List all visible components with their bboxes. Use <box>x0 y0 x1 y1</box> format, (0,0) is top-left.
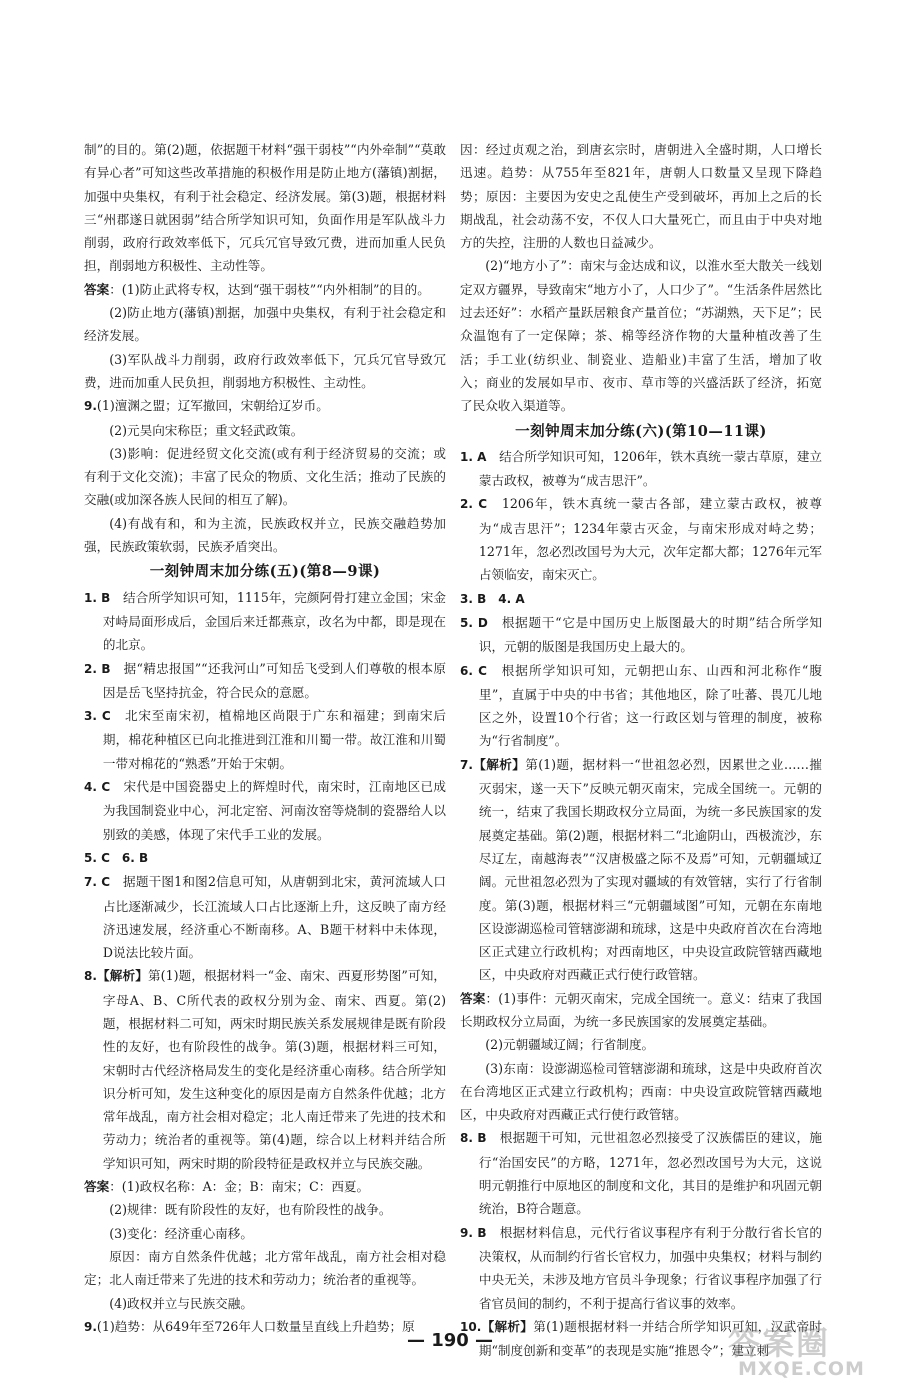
question-text: 据“精忠报国”“还我河山”可知岳飞受到人们尊敬的根本原因是岳飞坚持抗金，符合民众的意愿。 <box>102 660 446 700</box>
question-number: 7. <box>460 757 473 772</box>
answer-subitem: (3)变化：经济重心南移。 <box>109 1225 253 1241</box>
question-item <box>460 611 822 659</box>
question-number: 6. C <box>460 663 487 678</box>
question-text: 根据材料信息，元代行省议事程序有利于分散行省长官的决策权，从而制约行省长官权力，加强中央集权；材料与制约中央无关，未涉及地方官员斗争现象；行省议事程序加强了行省官员间的制约，不利于提高行省议事的效率。 <box>478 1224 823 1311</box>
answer-subitem: (3)东南：设澎湖巡检司管辖澎湖和琉球，这是中央政府首次在台湾地区正式建立行政机构；西南：中央设宣政院管辖西藏地区，中央政府对西藏正式行使行政管辖。 <box>460 1060 822 1123</box>
answer-text: ：(1)防止武将专权，达到“强干弱枝”“内外相制”的目的。 <box>109 281 430 297</box>
left-column <box>84 138 446 1339</box>
question-item <box>460 492 822 586</box>
question-number: 9. <box>84 399 97 414</box>
question-item <box>460 1221 822 1315</box>
page-number: — 190 — <box>406 1330 494 1351</box>
answer-subitem: 原因：南方自然条件优越；北方常年战乱，南方社会相对稳定；北人南迁带来了先进的技术和劳动力；统治者的重视等。 <box>84 1248 446 1288</box>
question-number: 7. C <box>84 875 111 890</box>
answer-subitem: (2)元朝疆域辽阔；行省制度。 <box>485 1037 655 1053</box>
watermark-logo <box>728 1318 886 1382</box>
answer-text: ：(1)事件：元朝灭南宋，完成全国统一。意义：结束了我国长期政权分立局面，为统一多民族国家的发展奠定基础。 <box>460 990 823 1029</box>
question-text: 1206年，铁木真统一蒙古各部，建立蒙古政权，被尊为“成吉思汗”；1234年蒙古灭金，与南宋形成对峙之势；1271年，忽必烈改国号为大元，次年定都大都；1276年元军占领临安，南宋灭亡。 <box>478 496 822 583</box>
question-text: 根据所学知识可知，元朝把山东、山西和河北称作“腹里”，直属于中央的中书省；其他地区，除了吐蕃、畏兀儿地区之外，设置10个行省；这一行政区划与管理的制度，被称为“行省制度”。 <box>478 662 822 749</box>
question-text: 第(1)题，根据材料一“金、南宋、西夏形势图”可知，字母A、B、C所代表的政权分别为金、南宋、西夏。第(2)题，根据材料二可知，两宋时期民族关系发展规律是既有阶段性的友好，也有阶段性的战争。第(3)题，根据材料三可知，宋朝时古代经济格局发生的变化是经济重心南移。结合所学知识分析可知，发生这种变化的原因是南方自然条件优越；北方常年战乱，南方社会相对稳定；北人南迁带来了先进的技术和劳动力；统治者的重视等。第(4)题，综合以上材料并结合所学知识可知，两宋时期的阶段特征是政权并立与民族交融。 <box>102 968 447 1171</box>
question-text: (1)澶渊之盟；辽军撤回，宋朝给辽岁币。 <box>96 398 329 414</box>
question-item <box>460 659 822 753</box>
answer-subitem: (3)影响：促进经贸文化交流(或有利于经济贸易的交流；或有利于文化交流)；丰富了民众的物质、文化生活；推动了民族的交融(或加深各族人民间的相互了解)。 <box>84 445 446 508</box>
question-item <box>460 445 822 493</box>
question-number: 1. B <box>84 590 111 605</box>
question-item <box>84 586 446 657</box>
answer-paragraph <box>460 987 822 1034</box>
answer-subitem: (2)元昊向宋称臣；重文轻武政策。 <box>109 422 304 438</box>
answer-subitem: (4)政权并立与民族交融。 <box>109 1295 253 1311</box>
question-number: 8. <box>84 969 97 984</box>
answer-label: 答案 <box>84 1179 110 1195</box>
answer-subitem: (2)防止地方(藩镇)割据，加强中央集权，有利于社会稳定和经济发展。 <box>84 305 446 344</box>
question-item <box>84 394 446 418</box>
question-item <box>84 775 446 846</box>
question-number: 2. B <box>84 661 111 676</box>
question-number: 3. C <box>84 709 111 724</box>
analysis-tag: 【解析】 <box>481 1318 534 1334</box>
section-heading: 一刻钟周末加分练(六)(第10—11课) <box>515 422 767 440</box>
watermark-line2: MXQE.COM <box>738 1358 865 1380</box>
question-text: (1)趋势：从649年至726年人口数量呈直线上升趋势；原 <box>96 1318 415 1334</box>
analysis-tag: 【解析】 <box>472 756 526 772</box>
question-item <box>460 753 822 987</box>
watermark-line1: 答案圈 <box>728 1324 831 1362</box>
analysis-tag: 【解析】 <box>96 968 148 984</box>
question-text: 根据题干可知，元世祖忽必烈接受了汉族儒臣的建议，施行“治国安民”的方略，1271年，忽必烈改国号为大元，这说明元朝推行中原地区的制度和文化，其目的是维护和巩固元朝统治，B符合题意。 <box>478 1130 823 1217</box>
question-text: 结合所学知识可知，1115年，完颜阿骨打建立金国；宋金对峙局面形成后，金国后来迁都燕京，改名为中都，即是现在的北京。 <box>102 589 446 653</box>
question-item <box>84 704 446 775</box>
body-paragraph: 制”的目的。第(2)题，依据题干材料“强干弱枝”“内外牵制”“莫敢有异心者”可知这些改革措施的积极作用是防止地方(藩镇)割据，加强中央集权，有利于社会稳定、经济发展。第(3)题，根据材料三“州郡遂日就困弱”结合所学知识可知，负面作用是军队战斗力削弱，政府行政效率低下，冗兵冗官导致冗费，进而加重人民负担，削弱地方积极性、主动性等。 <box>84 142 446 274</box>
answer-paragraph <box>84 278 446 301</box>
question-text: 第(1)题根据材料一并结合所学知识可知，汉武帝时期“制度创新和变革”的表现是实施“推恩令”；建立刺 <box>478 1318 823 1359</box>
question-text: 据题干图1和图2信息可知，从唐朝到北宋，黄河流域人口占比逐渐减少，长江流域人口占比逐渐上升，这反映了南方经济迅速发展，经济重心不断南移。A、B题干材料中未体现，D说法比较片面。 <box>102 874 446 961</box>
question-number: 9. B <box>460 1225 487 1240</box>
question-item <box>84 964 446 1175</box>
right-column <box>460 138 822 1362</box>
question-number: 1. A <box>460 449 487 464</box>
answer-subitem: (2)规律：既有阶段性的友好，也有阶段性的战争。 <box>109 1202 392 1218</box>
question-item <box>460 1126 822 1220</box>
answer-subitem: (4)有战有和，和为主流，民族政权并立，民族交融趋势加强，民族政策软弱，民族矛盾突出。 <box>84 515 446 555</box>
answer-label: 答案 <box>84 281 110 297</box>
question-number: 2. C <box>460 497 488 512</box>
body-paragraph: 因：经过贞观之治，到唐玄宗时，唐朝进入全盛时期，人口增长迅速。趋势：从755年至821年，唐朝人口数量又呈现下降趋势；原因：主要因为安史之乱使生产受到破坏，再加上之后的长期战乱，社会动荡不安，不仅人口大量死亡，而且由于中央对地方的失控，注册的人数也日益减少。 <box>460 142 822 251</box>
question-number: 4. C <box>84 780 111 795</box>
question-text: 宋代是中国瓷器史上的辉煌时代，南宋时，江南地区已成为我国制瓷业中心，河北定窑、河南汝窑等烧制的瓷器给人以别致的美感，体现了宋代手工业的发展。 <box>102 779 446 842</box>
question-item <box>84 657 446 705</box>
question-number: 3. B 4. A <box>460 591 525 606</box>
question-number: 8. B <box>460 1131 487 1146</box>
question-text: 结合所学知识可知，1206年，铁木真统一蒙古草原，建立蒙古政权，被尊为“成吉思汗”。 <box>478 448 822 489</box>
question-number: 9. <box>84 1319 97 1334</box>
answer-subitem: (2)“地方小了”：南宋与金达成和议，以淮水至大散关一线划定双方疆界，导致南宋“地方小了，人口少了”。“生活条件居然比过去还好”：水稻产量跃居粮食产量首位；“苏湖熟，天下足”；民众温饱有了一定保障；茶、棉等经济作物的大量种植改善了生活；手工业(纺织业、制瓷业、造船业)丰富了生活，增加了收入；商业的发展如早市、夜市、草市等的兴盛活跃了经济，拓宽了民众收入渠道等。 <box>460 258 822 414</box>
question-text: 根据题干“它是中国历史上版图最大的时期”结合所学知识，元朝的版图是我国历史上最大的。 <box>478 614 822 655</box>
question-number: 5. D <box>460 615 488 630</box>
answer-paragraph <box>84 1175 446 1198</box>
answer-label: 答案 <box>460 990 486 1006</box>
question-text: 北宋至南宋初，植棉地区尚限于广东和福建；到南宋后期，棉花种植区已向北推进到江淮和川蜀一带。故江淮和川蜀一带对棉花的“熟悉”开始于宋朝。 <box>102 708 446 771</box>
question-number: 10. <box>460 1319 482 1334</box>
question-item <box>84 870 446 964</box>
answer-text: ：(1)政权名称：A：金；B：南宋；C：西夏。 <box>109 1179 370 1195</box>
question-number: 5. C 6. B <box>84 850 149 865</box>
question-text: 第(1)题，据材料一“世祖忽必烈，因累世之业……摧灭弱宋，遂一天下”反映元朝灭南宋，完成全国统一。元朝的统一，结束了我国长期政权分立局面，为统一多民族国家的发展奠定基础。第(2)题，根据材料二“北逾阴山，西极流沙，东尽辽左，南越海表”“汉唐极盛之际不及焉”可知，元朝疆域辽阔。元世祖忽必烈为了实现对疆域的有效管辖，实行了行省制度。第(3)题，根据材料三“元朝疆域图”可知，元朝在东南地区设澎湖巡检司管辖澎湖和琉球，这是中央政府首次在台湾地区正式建立行政机构；对西南地区，中央设宣政院管辖西藏地区，中央政府对西藏正式行使行政管辖。 <box>478 756 823 983</box>
answer-subitem: (3)军队战斗力削弱，政府行政效率低下，冗兵冗官导致冗费，进而加重人民负担，削弱地方积极性、主动性。 <box>84 351 446 390</box>
question-item <box>460 587 822 611</box>
section-heading: 一刻钟周末加分练(五)(第8—9课) <box>149 563 381 581</box>
question-item <box>84 846 446 870</box>
